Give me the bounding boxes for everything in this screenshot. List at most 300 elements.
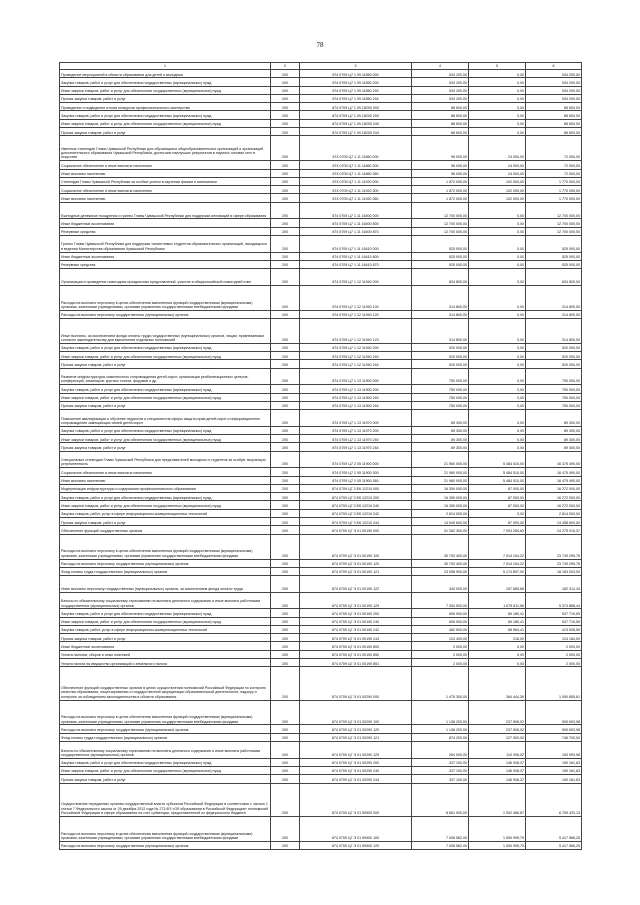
- row-total-cell: 89 300,00: [526, 435, 582, 443]
- row-code-cell: 874 0709 Ц7 1 13 11900 000: [300, 368, 412, 385]
- row-glv-cell: 200: [271, 94, 300, 102]
- row-total-cell: 182 314,34: [526, 576, 582, 593]
- row-code-cell: 874 0709 Ц7 1 11 11920 300: [300, 186, 412, 194]
- row-glv-cell: 200: [271, 368, 300, 385]
- row-plan-cell: 16 359 000,00: [412, 493, 469, 501]
- row-total-cell: 534 200,00: [526, 86, 582, 94]
- row-plan-cell: 12 700 000,00: [412, 219, 469, 227]
- row-plan-cell: 89 300,00: [412, 443, 469, 451]
- row-code-cell: 874 0709 Ц7 1 11 11860 300: [300, 161, 412, 169]
- row-name-cell: Иные закупки товаров, работ и услуг для обеспечения государственных (муниципальных) нужд: [60, 501, 271, 509]
- row-glv-cell: 200: [271, 310, 300, 318]
- row-name-cell: Расходы на выплаты персоналу государственных (муниципальных) органов: [60, 310, 271, 318]
- row-code-cell: 874 0709 Ц7 Э 01 00190 120: [300, 559, 412, 567]
- row-code-cell: 874 0709 Ц7 1 13 11970 000: [300, 410, 412, 427]
- row-code-cell: 874 0709 Ц7 1 11 16410 800: [300, 252, 412, 260]
- table-row: [60, 509, 582, 517]
- row-name-cell: Обеспечение функций государственных органов в целях осуществления полномочий Российской Федерации по контролю качества образования, лицензированию и государственной аккредитации образовательной деятельности, надзору и контролю за соблюдением законодательства в области образования: [60, 667, 271, 700]
- row-glv-cell: 200: [271, 111, 300, 119]
- row-code-cell: 874 0709 Ц7 1 09 11850 244: [300, 94, 412, 102]
- row-plan-cell: 1 475 300,00: [412, 667, 469, 700]
- row-name-cell: Закупка товаров, работ и услуг для обеспечения государственных (муниципальных) нужд: [60, 758, 271, 766]
- table-row: [60, 476, 582, 484]
- row-total-cell: 16 475 490,00: [526, 468, 582, 476]
- table-row: [60, 119, 582, 127]
- row-glv-cell: 200: [271, 443, 300, 451]
- row-name-cell: Расходы на выплаты персоналу в целях обеспечения выполнения функций государственными (муниципальными) органами, казенными учреждениями, органами управления государственными внебюджетными фондами: [60, 700, 271, 725]
- row-name-cell: Закупка товаров, работ и услуг для обеспечения государственных (муниципальных) нужд: [60, 78, 271, 86]
- row-plan-cell: 21 960 000,00: [412, 451, 469, 468]
- row-name-cell: Закупка товаров, работ и услуг для обеспечения государственных (муниципальных) нужд: [60, 343, 271, 351]
- table-row: [60, 70, 582, 78]
- row-change-cell: 0,00: [469, 343, 526, 351]
- table-row: [60, 177, 582, 185]
- row-total-cell: 534 200,00: [526, 70, 582, 78]
- row-plan-cell: 16 359 000,00: [412, 501, 469, 509]
- row-plan-cell: 96 000,00: [412, 136, 469, 161]
- row-code-cell: 874 0709 Ц7 1 09 11850 000: [300, 70, 412, 78]
- row-code-cell: 874 0709 Ц7 Э 01 59900 120: [300, 841, 412, 849]
- row-total-cell: 23 739 295,78: [526, 559, 582, 567]
- row-glv-cell: 200: [271, 775, 300, 783]
- row-code-cell: 874 0709 Ц7 Э 01 00190 850: [300, 650, 412, 658]
- row-change-cell: 5 484 510,00: [469, 476, 526, 484]
- row-code-cell: 874 0709 Ц7 1 09 18200 240: [300, 119, 412, 127]
- row-plan-cell: 86 600,00: [412, 119, 469, 127]
- row-plan-cell: 23 058 900,00: [412, 567, 469, 575]
- row-change-cell: 0,00: [469, 128, 526, 136]
- row-total-cell: 520 000,00: [526, 343, 582, 351]
- row-total-cell: 86 600,00: [526, 111, 582, 119]
- row-change-cell: 0,00: [469, 435, 526, 443]
- table-row: [60, 360, 582, 368]
- row-change-cell: 7 014 104,22: [469, 534, 526, 559]
- row-glv-cell: 200: [271, 103, 300, 111]
- row-plan-cell: 1 138 200,00: [412, 700, 469, 725]
- row-plan-cell: 340 000,00: [412, 576, 469, 593]
- row-change-cell: 237 506,02: [469, 725, 526, 733]
- table-row: [60, 86, 582, 94]
- row-change-cell: 0,00: [469, 393, 526, 401]
- row-name-cell: Иные бюджетные ассигнования: [60, 252, 271, 260]
- table-row: [60, 592, 582, 609]
- row-code-cell: 874 0709 Ц7 1 11 11920 360: [300, 194, 412, 202]
- row-name-cell: Резервные средства: [60, 260, 271, 268]
- row-name-cell: Прочая закупка товаров, работ и услуг: [60, 775, 271, 783]
- row-glv-cell: 200: [271, 526, 300, 534]
- row-plan-cell: 12 700 000,00: [412, 227, 469, 235]
- row-total-cell: 1 770 000,00: [526, 177, 582, 185]
- table-row: [60, 484, 582, 492]
- row-code-cell: 874 0709 Ц7 Э 01 00190 000: [300, 526, 412, 534]
- row-code-cell: 874 0709 Ц7 1 11 11860 000: [300, 136, 412, 161]
- table-row: [60, 642, 582, 650]
- row-name-cell: Взносы по обязательному социальному страхованию на выплаты денежного содержания и иные выплаты работникам государственных (муниципальных) органов: [60, 742, 271, 759]
- row-change-cell: 87 000,00: [469, 493, 526, 501]
- row-total-cell: 72 000,00: [526, 136, 582, 161]
- row-code-cell: 874 0709 Ц7 1 13 11900 200: [300, 385, 412, 393]
- row-total-cell: 13 458 600,00: [526, 518, 582, 526]
- table-row: [60, 78, 582, 86]
- row-plan-cell: 525 000,00: [412, 260, 469, 268]
- row-code-cell: 874 0709 Ц7 2 05 11900 000: [300, 451, 412, 468]
- row-glv-cell: 200: [271, 285, 300, 310]
- row-plan-cell: 606 900,00: [412, 609, 469, 617]
- row-plan-cell: 534 200,00: [412, 94, 469, 102]
- row-plan-cell: 1 872 000,00: [412, 194, 469, 202]
- row-change-cell: 24 000,00: [469, 161, 526, 169]
- row-glv-cell: 200: [271, 161, 300, 169]
- row-glv-cell: 200: [271, 435, 300, 443]
- table-row: [60, 368, 582, 385]
- table-row: [60, 318, 582, 343]
- table-row: [60, 426, 582, 434]
- row-total-cell: 72 000,00: [526, 161, 582, 169]
- row-name-cell: Расходы на выплаты персоналу в целях обеспечения выполнения функций государственными (муниципальными) органами, казенными учреждениями, органами управления государственными внебюджетными фондами: [60, 816, 271, 841]
- row-plan-cell: 124 400,00: [412, 634, 469, 642]
- row-code-cell: 874 0709 Ц7 1 11 16410 000: [300, 235, 412, 252]
- row-total-cell: 12 700 000,00: [526, 227, 582, 235]
- row-change-cell: 146 938,37: [469, 775, 526, 783]
- row-change-cell: 87 000,00: [469, 501, 526, 509]
- row-name-cell: Расходы на выплаты персоналу в целях обеспечения выполнения функций государственными (муниципальными) органами, казенными учреждениями, органами управления государственными внебюджетными фондами: [60, 534, 271, 559]
- row-plan-cell: 89 300,00: [412, 426, 469, 434]
- row-name-cell: Фонд оплаты труда государственных (муниципальных) органов: [60, 733, 271, 741]
- row-change-cell: 102 000,00: [469, 194, 526, 202]
- row-total-cell: 1 770 000,00: [526, 186, 582, 194]
- row-total-cell: 900 693,98: [526, 725, 582, 733]
- row-code-cell: 874 0709 Ц7 1 11 16400 800: [300, 219, 412, 227]
- row-name-cell: Модернизация инфраструктуры и содержания профессионального образования: [60, 484, 271, 492]
- row-change-cell: 102 000,00: [469, 177, 526, 185]
- table-row: [60, 169, 582, 177]
- row-total-cell: 520 000,00: [526, 360, 582, 368]
- table-row: [60, 435, 582, 443]
- row-change-cell: 0,00: [469, 252, 526, 260]
- row-total-cell: 16 272 000,00: [526, 501, 582, 509]
- row-code-cell: 874 0709 Ц7 1 13 11900 240: [300, 393, 412, 401]
- row-glv-cell: 200: [271, 252, 300, 260]
- row-plan-cell: 337 100,00: [412, 766, 469, 774]
- row-change-cell: 0,00: [469, 103, 526, 111]
- row-code-cell: 874 0709 Ц7 Э 01 00290 121: [300, 733, 412, 741]
- row-name-cell: Иные бюджетные ассигнования: [60, 642, 271, 650]
- row-glv-cell: 200: [271, 194, 300, 202]
- row-change-cell: 0,00: [469, 426, 526, 434]
- row-code-cell: 874 0709 Ц7 1 11 11920 000: [300, 177, 412, 185]
- table-row: [60, 410, 582, 427]
- row-change-cell: 0,00: [469, 410, 526, 427]
- row-plan-cell: 1 138 200,00: [412, 725, 469, 733]
- row-total-cell: 525 000,00: [526, 235, 582, 252]
- row-glv-cell: 200: [271, 401, 300, 409]
- row-name-cell: Закупка товаров, работ, услуг в сфере информационно-коммуникационных технологий: [60, 509, 271, 517]
- row-name-cell: Расходы на выплаты персоналу государственных (муниципальных) органов: [60, 841, 271, 849]
- row-glv-cell: 200: [271, 393, 300, 401]
- row-glv-cell: 200: [271, 385, 300, 393]
- table-row: [60, 567, 582, 575]
- row-plan-cell: 16 359 000,00: [412, 484, 469, 492]
- row-total-cell: 534 200,00: [526, 78, 582, 86]
- row-plan-cell: 8 661 900,00: [412, 783, 469, 816]
- row-glv-cell: 200: [271, 227, 300, 235]
- row-total-cell: 16 475 490,00: [526, 451, 582, 468]
- row-change-cell: 102 000,00: [469, 186, 526, 194]
- row-total-cell: 190 161,63: [526, 766, 582, 774]
- table-row: [60, 103, 582, 111]
- row-glv-cell: 200: [271, 609, 300, 617]
- row-plan-cell: 2 814 000,00: [412, 509, 469, 517]
- row-name-cell: Стипендии Главы Чувашской Республики за особые успехи в изучении физики и математики: [60, 177, 271, 185]
- row-glv-cell: 200: [271, 260, 300, 268]
- table-row: [60, 650, 582, 658]
- table-row: [60, 94, 582, 102]
- row-name-cell: Специальные стипендии Главы Чувашской Республики для представителей молодежи и студентов за особую творческую устремленность: [60, 451, 271, 468]
- row-plan-cell: 520 000,00: [412, 343, 469, 351]
- row-name-cell: Закупка товаров, работ и услуг для обеспечения государственных (муниципальных) нужд: [60, 111, 271, 119]
- row-name-cell: Закупка товаров, работ и услуг для обеспечения государственных (муниципальных) нужд: [60, 493, 271, 501]
- row-total-cell: 16 475 490,00: [526, 476, 582, 484]
- row-change-cell: 1 679 611,56: [469, 592, 526, 609]
- row-code-cell: 874 0709 Ц7 1 11 16410 870: [300, 260, 412, 268]
- row-total-cell: 86 600,00: [526, 119, 582, 127]
- row-name-cell: Иные выплаты персоналу государственных (муниципальных) органов, за исключением фонда оплаты труда: [60, 576, 271, 593]
- table-row: [60, 111, 582, 119]
- table-row: [60, 161, 582, 169]
- column-number-6: 6: [526, 63, 582, 70]
- table-row: [60, 269, 582, 286]
- table-row: [60, 443, 582, 451]
- row-glv-cell: 200: [271, 642, 300, 650]
- table-row: [60, 534, 582, 559]
- row-change-cell: 0,00: [469, 219, 526, 227]
- row-name-cell: Расходы на выплаты персоналу в целях обеспечения выполнения функций государственными (муниципальными) органами, казенными учреждениями, органами управления государственными внебюджетными фондами: [60, 285, 271, 310]
- row-total-cell: 190 161,63: [526, 758, 582, 766]
- row-plan-cell: 834 800,00: [412, 269, 469, 286]
- row-change-cell: 0,00: [469, 360, 526, 368]
- row-total-cell: 834 800,00: [526, 269, 582, 286]
- row-glv-cell: 200: [271, 534, 300, 559]
- row-code-cell: 874 0709 Ц7 Э 01 00190 100: [300, 534, 412, 559]
- row-plan-cell: 606 900,00: [412, 617, 469, 625]
- row-plan-cell: 264 000,00: [412, 742, 469, 759]
- row-change-cell: 0,00: [469, 86, 526, 94]
- table-row: [60, 235, 582, 252]
- row-name-cell: Иные закупки товаров, работ и услуг для обеспечения государственных (муниципальных) нужд: [60, 435, 271, 443]
- row-name-cell: Осуществление переданных органам государственной власти субъектов Российской Федерации в соответствии с частью 1 статьи 7 Федерального закона от 29 декабря 2012 года № 273-ФЗ «Об образовании в Российской Федерации» полномочий Российской Федерации в сфере образования на счет субвенции, предоставленной из федерального бюджета: [60, 783, 271, 816]
- row-glv-cell: 200: [271, 559, 300, 567]
- table-row: [60, 526, 582, 534]
- row-plan-cell: 96 000,00: [412, 161, 469, 169]
- row-name-cell: Иные выплаты населению: [60, 194, 271, 202]
- row-glv-cell: 200: [271, 128, 300, 136]
- row-name-cell: Иные закупки товаров, работ и услуг для обеспечения государственных (муниципальных) нужд: [60, 119, 271, 127]
- row-glv-cell: 200: [271, 360, 300, 368]
- row-change-cell: 0,00: [469, 119, 526, 127]
- row-plan-cell: 2 000,00: [412, 650, 469, 658]
- row-glv-cell: 200: [271, 617, 300, 625]
- row-change-cell: 0,00: [469, 310, 526, 318]
- row-total-cell: 1 770 000,00: [526, 194, 582, 202]
- row-change-cell: 237 506,02: [469, 700, 526, 725]
- row-code-cell: 874 0709 Ц7 Э 01 00190 122: [300, 576, 412, 593]
- row-glv-cell: 200: [271, 509, 300, 517]
- row-code-cell: 874 0709 Ц7 Э 01 59900 000: [300, 783, 412, 816]
- row-name-cell: Проведение мероприятий в области образования для детей и молодежи: [60, 70, 271, 78]
- row-plan-cell: 874 200,00: [412, 733, 469, 741]
- row-plan-cell: 12 700 000,00: [412, 202, 469, 219]
- row-code-cell: 874 0709 Ц7 Э 01 00190 244: [300, 634, 412, 642]
- table-row: [60, 493, 582, 501]
- row-name-cell: Иные закупки товаров, работ и услуг для обеспечения государственных (муниципальных) нужд: [60, 617, 271, 625]
- table-row: [60, 385, 582, 393]
- row-plan-cell: 750 000,00: [412, 401, 469, 409]
- row-total-cell: 900 693,98: [526, 700, 582, 725]
- row-change-cell: 87 000,00: [469, 518, 526, 526]
- table-row: [60, 659, 582, 667]
- row-name-cell: Развитие инфраструктуры комплексного сопровождения детей-сирот, организации реабилитационных центров, конференций, семинаров, круглых столов, форумов и др.: [60, 368, 271, 385]
- row-change-cell: 0,00: [469, 111, 526, 119]
- row-total-cell: 23 739 295,78: [526, 534, 582, 559]
- row-total-cell: 86 600,00: [526, 128, 582, 136]
- row-change-cell: 0,00: [469, 650, 526, 658]
- row-plan-cell: 86 600,00: [412, 111, 469, 119]
- table-row: [60, 260, 582, 268]
- row-total-cell: 537 719,59: [526, 617, 582, 625]
- row-glv-cell: 200: [271, 136, 300, 161]
- page-number: 78: [316, 41, 324, 49]
- row-code-cell: 874 0709 Ц7 3 Е6 12210 000: [300, 484, 412, 492]
- table-row: [60, 667, 582, 700]
- row-plan-cell: 520 000,00: [412, 352, 469, 360]
- row-change-cell: 0,00: [469, 285, 526, 310]
- row-glv-cell: 200: [271, 700, 300, 725]
- row-code-cell: 874 0709 Ц7 Э 01 00290 100: [300, 700, 412, 725]
- row-code-cell: 874 0709 Ц7 Э 01 00190 121: [300, 567, 412, 575]
- row-total-cell: 18 163 003,00: [526, 567, 582, 575]
- row-name-cell: Гранты Главы Чувашской Республики для поддержки талантливых студентов образовательных организаций, находящихся в ведении Министерства образования Чувашской Республики: [60, 235, 271, 252]
- row-total-cell: 124 184,00: [526, 634, 582, 642]
- row-plan-cell: 750 000,00: [412, 368, 469, 385]
- table-row: [60, 468, 582, 476]
- row-total-cell: 5 374 888,44: [526, 592, 582, 609]
- row-total-cell: 746 700,00: [526, 733, 582, 741]
- row-name-cell: Социальное обеспечение и иные выплаты населению: [60, 186, 271, 194]
- table-row: [60, 285, 582, 310]
- table-row: [60, 343, 582, 351]
- row-plan-cell: 7 354 500,00: [412, 592, 469, 609]
- row-name-cell: Расходы на выплаты персоналу государственных (муниципальных) органов: [60, 725, 271, 733]
- table-row: [60, 725, 582, 733]
- row-plan-cell: 482 500,00: [412, 625, 469, 633]
- table-row: [60, 352, 582, 360]
- row-change-cell: 5 484 510,00: [469, 468, 526, 476]
- row-code-cell: 874 0709 Ц7 3 Е6 12210 244: [300, 518, 412, 526]
- row-code-cell: 874 0709 Ц7 2 05 11900 360: [300, 476, 412, 484]
- row-name-cell: Иные закупки товаров, работ и услуг для обеспечения государственных (муниципальных) нужд: [60, 393, 271, 401]
- row-name-cell: Уплата налогов, сборов и иных платежей: [60, 650, 271, 658]
- row-code-cell: 874 0709 Ц7 1 12 11940 244: [300, 360, 412, 368]
- table-row: [60, 783, 582, 816]
- row-glv-cell: 200: [271, 841, 300, 849]
- row-code-cell: 874 0709 Ц7 1 13 11970 244: [300, 443, 412, 451]
- row-glv-cell: 200: [271, 202, 300, 219]
- table-header-row: [60, 63, 582, 70]
- row-code-cell: 874 0709 Ц7 Э 01 00290 000: [300, 667, 412, 700]
- row-plan-cell: 525 000,00: [412, 235, 469, 252]
- row-change-cell: 1 902 466,87: [469, 783, 526, 816]
- row-name-cell: Расходы на выплаты персоналу государственных (муниципальных) органов: [60, 559, 271, 567]
- row-change-cell: 0,00: [469, 235, 526, 252]
- row-plan-cell: 314 800,00: [412, 318, 469, 343]
- row-plan-cell: 314 800,00: [412, 285, 469, 310]
- row-total-cell: 520 000,00: [526, 352, 582, 360]
- row-name-cell: Именные стипендии Главы Чувашской Республики для обучающихся общеобразовательных организаций и организаций дополнительного образования Чувашской Республики, достигших наилучших результатов в научных основах чего в искусстве: [60, 136, 271, 161]
- row-code-cell: 874 0709 Ц7 1 11 16400 000: [300, 202, 412, 219]
- row-glv-cell: 200: [271, 352, 300, 360]
- row-name-cell: Прочая закупка товаров, работ и услуг: [60, 128, 271, 136]
- row-plan-cell: 534 200,00: [412, 78, 469, 86]
- table-row: [60, 393, 582, 401]
- row-total-cell: 534 200,00: [526, 94, 582, 102]
- row-plan-cell: 2 000,00: [412, 642, 469, 650]
- row-change-cell: 0,00: [469, 401, 526, 409]
- row-change-cell: 0,00: [469, 94, 526, 102]
- row-plan-cell: 7 008 562,00: [412, 816, 469, 841]
- row-plan-cell: 30 753 400,00: [412, 559, 469, 567]
- row-code-cell: 874 0709 Ц7 Э 01 00290 129: [300, 742, 412, 759]
- row-name-cell: Резервные средства: [60, 227, 271, 235]
- row-total-cell: 12 700 000,00: [526, 202, 582, 219]
- row-glv-cell: 200: [271, 733, 300, 741]
- row-plan-cell: 7 008 562,00: [412, 841, 469, 849]
- table-row: [60, 609, 582, 617]
- row-glv-cell: 200: [271, 269, 300, 286]
- row-glv-cell: 200: [271, 783, 300, 816]
- table-row: [60, 700, 582, 725]
- row-glv-cell: 200: [271, 468, 300, 476]
- row-plan-cell: 1 872 000,00: [412, 186, 469, 194]
- row-code-cell: 874 0709 Ц7 Э 01 00190 800: [300, 642, 412, 650]
- row-change-cell: 0,00: [469, 352, 526, 360]
- row-code-cell: 874 0709 Ц7 3 Е6 12210 200: [300, 493, 412, 501]
- row-change-cell: 0,00: [469, 509, 526, 517]
- row-change-cell: 0,00: [469, 368, 526, 385]
- row-name-cell: Закупка товаров, работ и услуг для обеспечения государственных (муниципальных) нужд: [60, 426, 271, 434]
- row-total-cell: 16 272 000,00: [526, 493, 582, 501]
- table-row: [60, 451, 582, 468]
- row-total-cell: 24 279 015,37: [526, 526, 582, 534]
- row-plan-cell: 520 000,00: [412, 360, 469, 368]
- row-name-cell: Закупка товаров, работ и услуг для обеспечения государственных (муниципальных) нужд: [60, 385, 271, 393]
- row-code-cell: 874 0709 Ц7 Э 01 00190 129: [300, 592, 412, 609]
- row-change-cell: 146 938,37: [469, 766, 526, 774]
- row-plan-cell: 89 300,00: [412, 410, 469, 427]
- row-name-cell: Иные выплаты населению: [60, 169, 271, 177]
- row-glv-cell: 200: [271, 493, 300, 501]
- row-change-cell: 68 964,41: [469, 625, 526, 633]
- row-plan-cell: 314 800,00: [412, 310, 469, 318]
- row-name-cell: Взносы по обязательному социальному страхованию на выплаты денежного содержания и иные выплаты работникам государственных (муниципальных) органов: [60, 592, 271, 609]
- row-change-cell: 0,00: [469, 318, 526, 343]
- row-total-cell: 2 000,00: [526, 642, 582, 650]
- row-plan-cell: 750 000,00: [412, 393, 469, 401]
- row-total-cell: 413 535,59: [526, 625, 582, 633]
- row-plan-cell: 13 545 600,00: [412, 518, 469, 526]
- row-glv-cell: 200: [271, 343, 300, 351]
- row-name-cell: Обеспечение функций государственных органов: [60, 526, 271, 534]
- row-code-cell: 874 0709 Ц7 Э 01 00190 240: [300, 617, 412, 625]
